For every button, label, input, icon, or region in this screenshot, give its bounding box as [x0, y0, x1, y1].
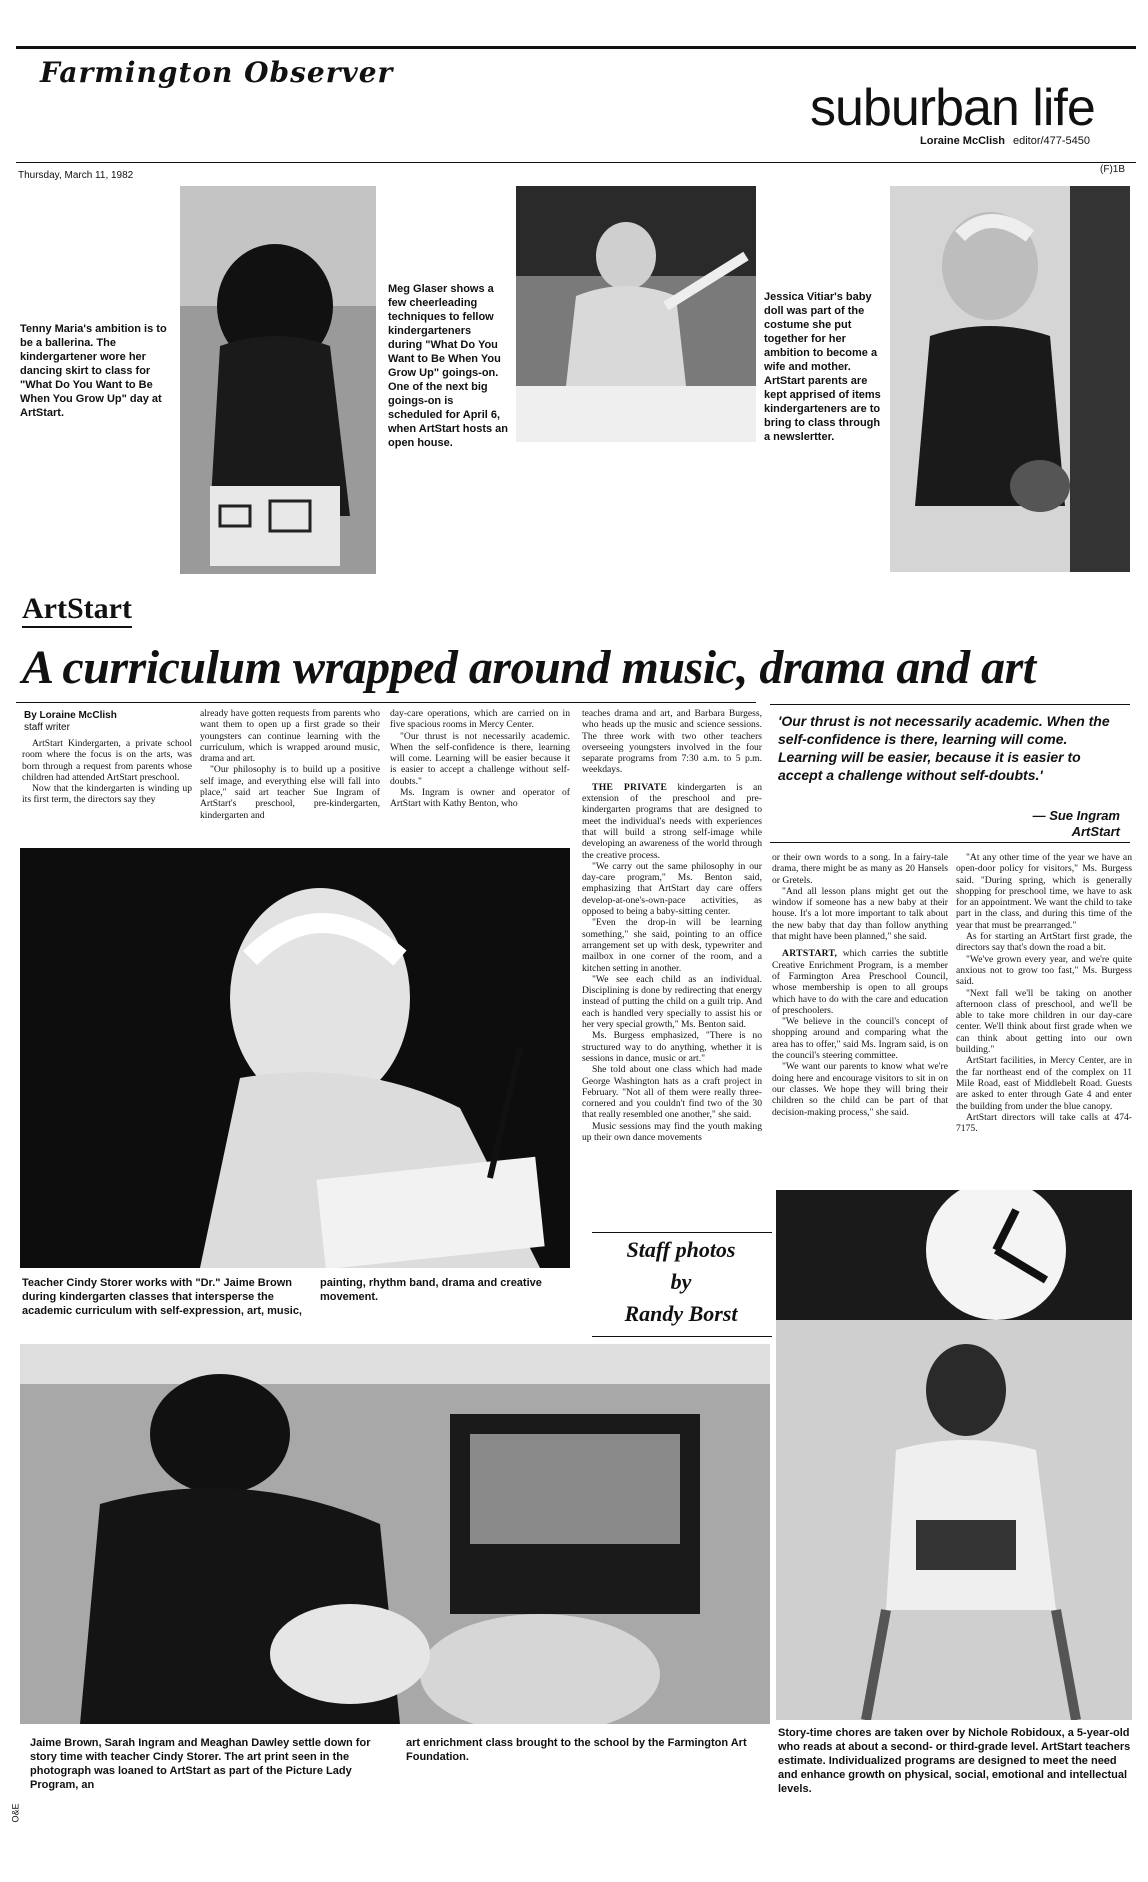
- credit-rule-bottom: [592, 1336, 772, 1337]
- col4-section-para: [582, 782, 762, 861]
- col4-para: "We see each child as an individual. Disciplining is done by redirecting that energy instead of putting the child on a guilt trip. And each is handled very specially to assist his or her very special growth," Ms. Benton said.: [582, 973, 762, 1031]
- col6-para: "At any other time of the year we have an open-door policy for visitors," Ms. Burgess said. "During spring, which is generally shopping for preschool time, we have to ask for an appointment. We want the child to take part in the class, and during this time of the year that must be prearranged.": [956, 852, 1132, 931]
- article-col-6: [956, 852, 1132, 1188]
- article-col-4: [582, 708, 762, 1236]
- photo-credit-line: Randy Borst: [624, 1301, 738, 1326]
- col5-lead-text: which carries the subtitle Creative Enrichment Program, is a member of Farmington Area Preschool Council, whose membership is open to all groups which have to do with the care and education of preschoolers.: [772, 948, 948, 1016]
- pullquote-name: — Sue Ingram: [1032, 808, 1120, 823]
- article-col-5: [772, 852, 948, 1188]
- col1-para: Now that the kindergarten is winding up its first term, the directors say they: [22, 783, 192, 806]
- col4-para: She told about one class which had made George Washington hats as a craft project in February. "Not all of them were really three-cornered and you couldn't find two of the 30 that really resembled one another," she said.: [582, 1064, 762, 1121]
- kicker-rule: [22, 626, 132, 628]
- col5-section-para: [772, 948, 948, 1016]
- col3-para: "Our thrust is not necessarily academic. When the self-confidence is there, learning will come. Learning will be easier because it is easier to accept a challenge without self-doubts.": [390, 730, 570, 787]
- col5-caps: ARTSTART,: [782, 948, 838, 960]
- masthead-rule-top: [16, 46, 1136, 49]
- byline-name: By Loraine McClish: [24, 710, 117, 721]
- caption-story-time-continued: art enrichment class brought to the school by the Farmington Art Foundation.: [406, 1737, 747, 1763]
- col4-para: "Even the drop-in will be learning something," she said, pointing to an office arrangement set up with desk, typewriter and mailbox in one corner of the room, and a kitchen setting in another.: [582, 917, 762, 974]
- col4-para: teaches drama and art, and Barbara Burgess, who heads up the music and science sessions. The three work with two other teachers overseeing youngsters involved in the four separate programs from 7:30 a.m. to 5 p.m. weekdays.: [582, 708, 762, 776]
- col5-para: "We want our parents to know what we're doing here and encourage visitors to sit in on our classes. We hope they will bring their children so the child can be part of that decision-making process," she said.: [772, 1061, 948, 1118]
- col4-para: "We carry out the same philosophy in our day-care program," Ms. Benton said, emphasizing that ArtStart day care offers develop-at-one's-own-pace activities, as opposed to being a baby-sitting center.: [582, 860, 762, 918]
- photo-credit: [596, 1234, 766, 1330]
- masthead-rule-bottom: [16, 162, 1136, 163]
- caption-meg: Meg Glaser shows a few cheerleading techniques to fellow kindergarteners during "What Do You Want to Be When You Grow Up" goings-on. One of the next big goings-on is scheduled for April 6, when ArtStart hosts an open house.: [388, 283, 508, 449]
- col2-para: "Our philosophy is to build up a positive self image, and everything else will fall into place," said art teacher Sue Ingram of ArtStart's preschool, pre-kindergarten, kindergarten and: [200, 764, 380, 821]
- photo-credit-line: Staff photos: [626, 1237, 736, 1262]
- col6-para: "We've grown every year, and we're quite anxious not to grow too fast," Ms. Burgess said.: [956, 953, 1132, 988]
- col4-lead-text: kindergarten is an extension of the preschool and pre-kindergarten programs that are designed to meet the individual's needs with experiences that will build a strong self-image while developing an awareness of the world through the creative process.: [582, 781, 762, 861]
- col4-para: Ms. Burgess emphasized, "There is no structured way to do anything, whether it is sessions in dance, music or art.": [582, 1030, 762, 1064]
- col3-para: day-care operations, which are carried on in five spacious rooms in Mercy Center.: [390, 708, 570, 731]
- col4-caps: THE PRIVATE: [592, 781, 668, 793]
- pullquote: 'Our thrust is not necessarily academic. When the self-confidence is there, learning will come. Learning will be easier, because it is easier to accept a challenge without self-doubts.': [778, 713, 1110, 783]
- editor-name: Loraine McClish: [920, 135, 1005, 147]
- section-title: suburban life: [810, 79, 1095, 137]
- dateline: Thursday, March 11, 1982: [18, 170, 134, 181]
- pullquote-rule-top: [770, 704, 1130, 705]
- col6-para: "Next fall we'll be taking on another afternoon class of preschool, and we'll be able to take more children in our day-care center. We'll think about first grade when we can think about getting into our own building.": [956, 987, 1132, 1056]
- caption-tenny: Tenny Maria's ambition is to be a ballerina. The kindergartener wore her dancing skirt to class for "What Do You Want to Be When You Grow Up" day at ArtStart.: [20, 323, 167, 419]
- caption-teacher-continued: painting, rhythm band, drama and creative movement.: [320, 1277, 542, 1303]
- col6-para: ArtStart facilities, in Mercy Center, are in the far northeast end of the complex on 11 Mile Road, east of Middlebelt Road. Guests are asked to enter through Gate 4 and enter the building from under the blue canopy.: [956, 1055, 1132, 1112]
- col5-para: "We believe in the council's concept of shopping around and comparing what the area has to offer," said Ms. Ingram said, is on the council's steering committee.: [772, 1016, 948, 1062]
- photo-story-time: [20, 1344, 770, 1724]
- photo-meg-cheerleading: [516, 186, 756, 442]
- caption-jessica: Jessica Vitiar's baby doll was part of the costume she put together for her ambition to become a wife and mother. ArtStart parents are kept apprised of items kindergarteners are to bring to class through a newslertter.: [764, 291, 881, 443]
- article-col-3: [390, 708, 570, 848]
- editor-line: [920, 135, 1090, 147]
- photo-teacher-with-jaime: [20, 848, 570, 1268]
- editor-phone: editor/477-5450: [1012, 135, 1091, 147]
- col5-para: "And all lesson plans might get out the window if someone has a new baby at their house. It's a lot more important to talk about the new baby that day than follow anything that might have been planned," she said.: [772, 885, 948, 943]
- photo-tenny-ballerina: [180, 186, 376, 574]
- photo-jessica-baby-doll: [890, 186, 1130, 572]
- article-col-1: [22, 738, 192, 848]
- col6-para: As for starting an ArtStart first grade, the directors say that's down the road a bit.: [956, 931, 1132, 954]
- col1-para: ArtStart Kindergarten, a private school room where the focus is on the arts, was born through a request from parents whose children had attended ArtStart preschool.: [22, 738, 192, 783]
- photo-credit-line: by: [670, 1269, 692, 1294]
- byline-role: staff writer: [24, 722, 70, 733]
- caption-story-time: Jaime Brown, Sarah Ingram and Meaghan Dawley settle down for story time with teacher Cindy Storer. The art print seen in the photograph was loaned to ArtStart as part of the Picture Lady Program, an: [30, 1737, 371, 1791]
- credit-rule-top: [592, 1232, 772, 1233]
- col5-para: or their own words to a song. In a fairy-tale drama, there might be as many as 20 Hansels or Gretels.: [772, 852, 948, 886]
- margin-mark: O&E: [10, 1803, 21, 1823]
- page-number: (F)1B: [1100, 164, 1125, 175]
- article-headline: A curriculum wrapped around music, drama and art: [22, 641, 1036, 694]
- col6-para: ArtStart directors will take calls at 474-7175.: [956, 1111, 1132, 1135]
- pullquote-rule-bottom: [770, 842, 1130, 843]
- caption-teacher: Teacher Cindy Storer works with "Dr." Jaime Brown during kindergarten classes that intersperse the academic curriculum with self-expression, art, music,: [22, 1277, 302, 1317]
- photo-nichole-reading: [776, 1190, 1132, 1720]
- col2-para: already have gotten requests from parents who want them to open up a first grade so their youngsters can continue learning with the curriculum, which is wrapped around music, drama and art.: [200, 708, 380, 765]
- col4-para: Music sessions may find the youth making up their own dance movements: [582, 1120, 762, 1143]
- article-kicker: ArtStart: [22, 592, 132, 625]
- headline-rule: [16, 702, 756, 703]
- pullquote-attribution: [920, 808, 1120, 840]
- paper-name: Farmington Observer: [40, 56, 394, 89]
- article-col-2: [200, 708, 380, 848]
- col3-para: Ms. Ingram is owner and operator of ArtStart with Kathy Benton, who: [390, 787, 570, 810]
- caption-nichole: Story-time chores are taken over by Nichole Robidoux, a 5-year-old who reads at about a second- or third-grade level. ArtStart teachers estimate. Individualized programs are designed to meet the need and enhance growth on physical, social, emotional and intellectual levels.: [778, 1727, 1131, 1795]
- byline: [24, 710, 117, 734]
- pullquote-org: ArtStart: [1071, 824, 1120, 839]
